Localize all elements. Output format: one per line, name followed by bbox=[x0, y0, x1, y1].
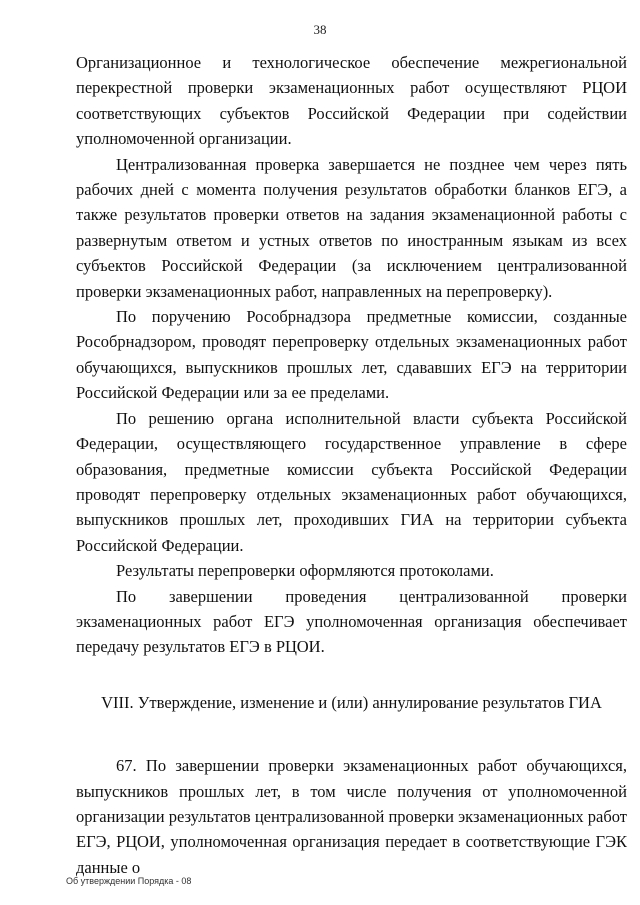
footer-text: Об утверждении Порядка - 08 bbox=[66, 876, 192, 886]
paragraph-centralized-check: Централизованная проверка завершается не позднее чем через пять рабочих дней с момента получения результатов обработки бланков ЕГЭ, а также результатов проверки ответов на задания экзаменационной работы с развернутым ответом и устных ответов по иностранным языкам из всех субъектов Российской Федерации (за исключением централизованной проверки экзаменационных работ, направленных на перепроверку). bbox=[76, 154, 627, 301]
paragraph-regional-recheck: По решению органа исполнительной власти субъекта Российской Федерации, осуществляющего государственное управление в сфере образования, предметные комиссии субъекта Российской Федерации проводят перепроверку отдельных экзаменационных работ обучающихся, выпускников прошлых лет, проходивших ГИА на территории субъекта Российской Федерации. bbox=[76, 408, 627, 555]
document-body bbox=[76, 50, 627, 880]
paragraph-protocols: Результаты перепроверки оформляются протоколами. bbox=[116, 561, 494, 581]
paragraph-results-transfer: По завершении проведения централизованной проверки экзаменационных работ ЕГЭ уполномоченная организация обеспечивает передачу результатов ЕГЭ в РЦОИ. bbox=[76, 586, 627, 657]
paragraph-item-67: 67. По завершении проверки экзаменационных работ обучающихся, выпускников прошлых лет, в том числе получения от уполномоченной организации результатов централизованной проверки экзаменационных работ ЕГЭ, РЦОИ, уполномоченная организация передает в соответствующие ГЭК данные о bbox=[76, 756, 627, 877]
section-heading: VIII. Утверждение, изменение и (или) аннулирование результатов ГИА bbox=[101, 692, 602, 712]
page-number: 38 bbox=[313, 22, 327, 37]
paragraph-rosobrnadzor-recheck: По поручению Рособрнадзора предметные комиссии, созданные Рособрнадзором, проводят перепроверку отдельных экзаменационных работ обучающихся, выпускников прошлых лет, сдававших ЕГЭ на территории Российской Федерации или за ее пределами. bbox=[76, 307, 627, 403]
paragraph-coordination: Организационное и технологическое обеспечение межрегиональной перекрестной проверки экзаменационных работ осуществляют РЦОИ соответствующих субъектов Российской Федерации при содействии уполномоченной организации. bbox=[76, 53, 627, 149]
